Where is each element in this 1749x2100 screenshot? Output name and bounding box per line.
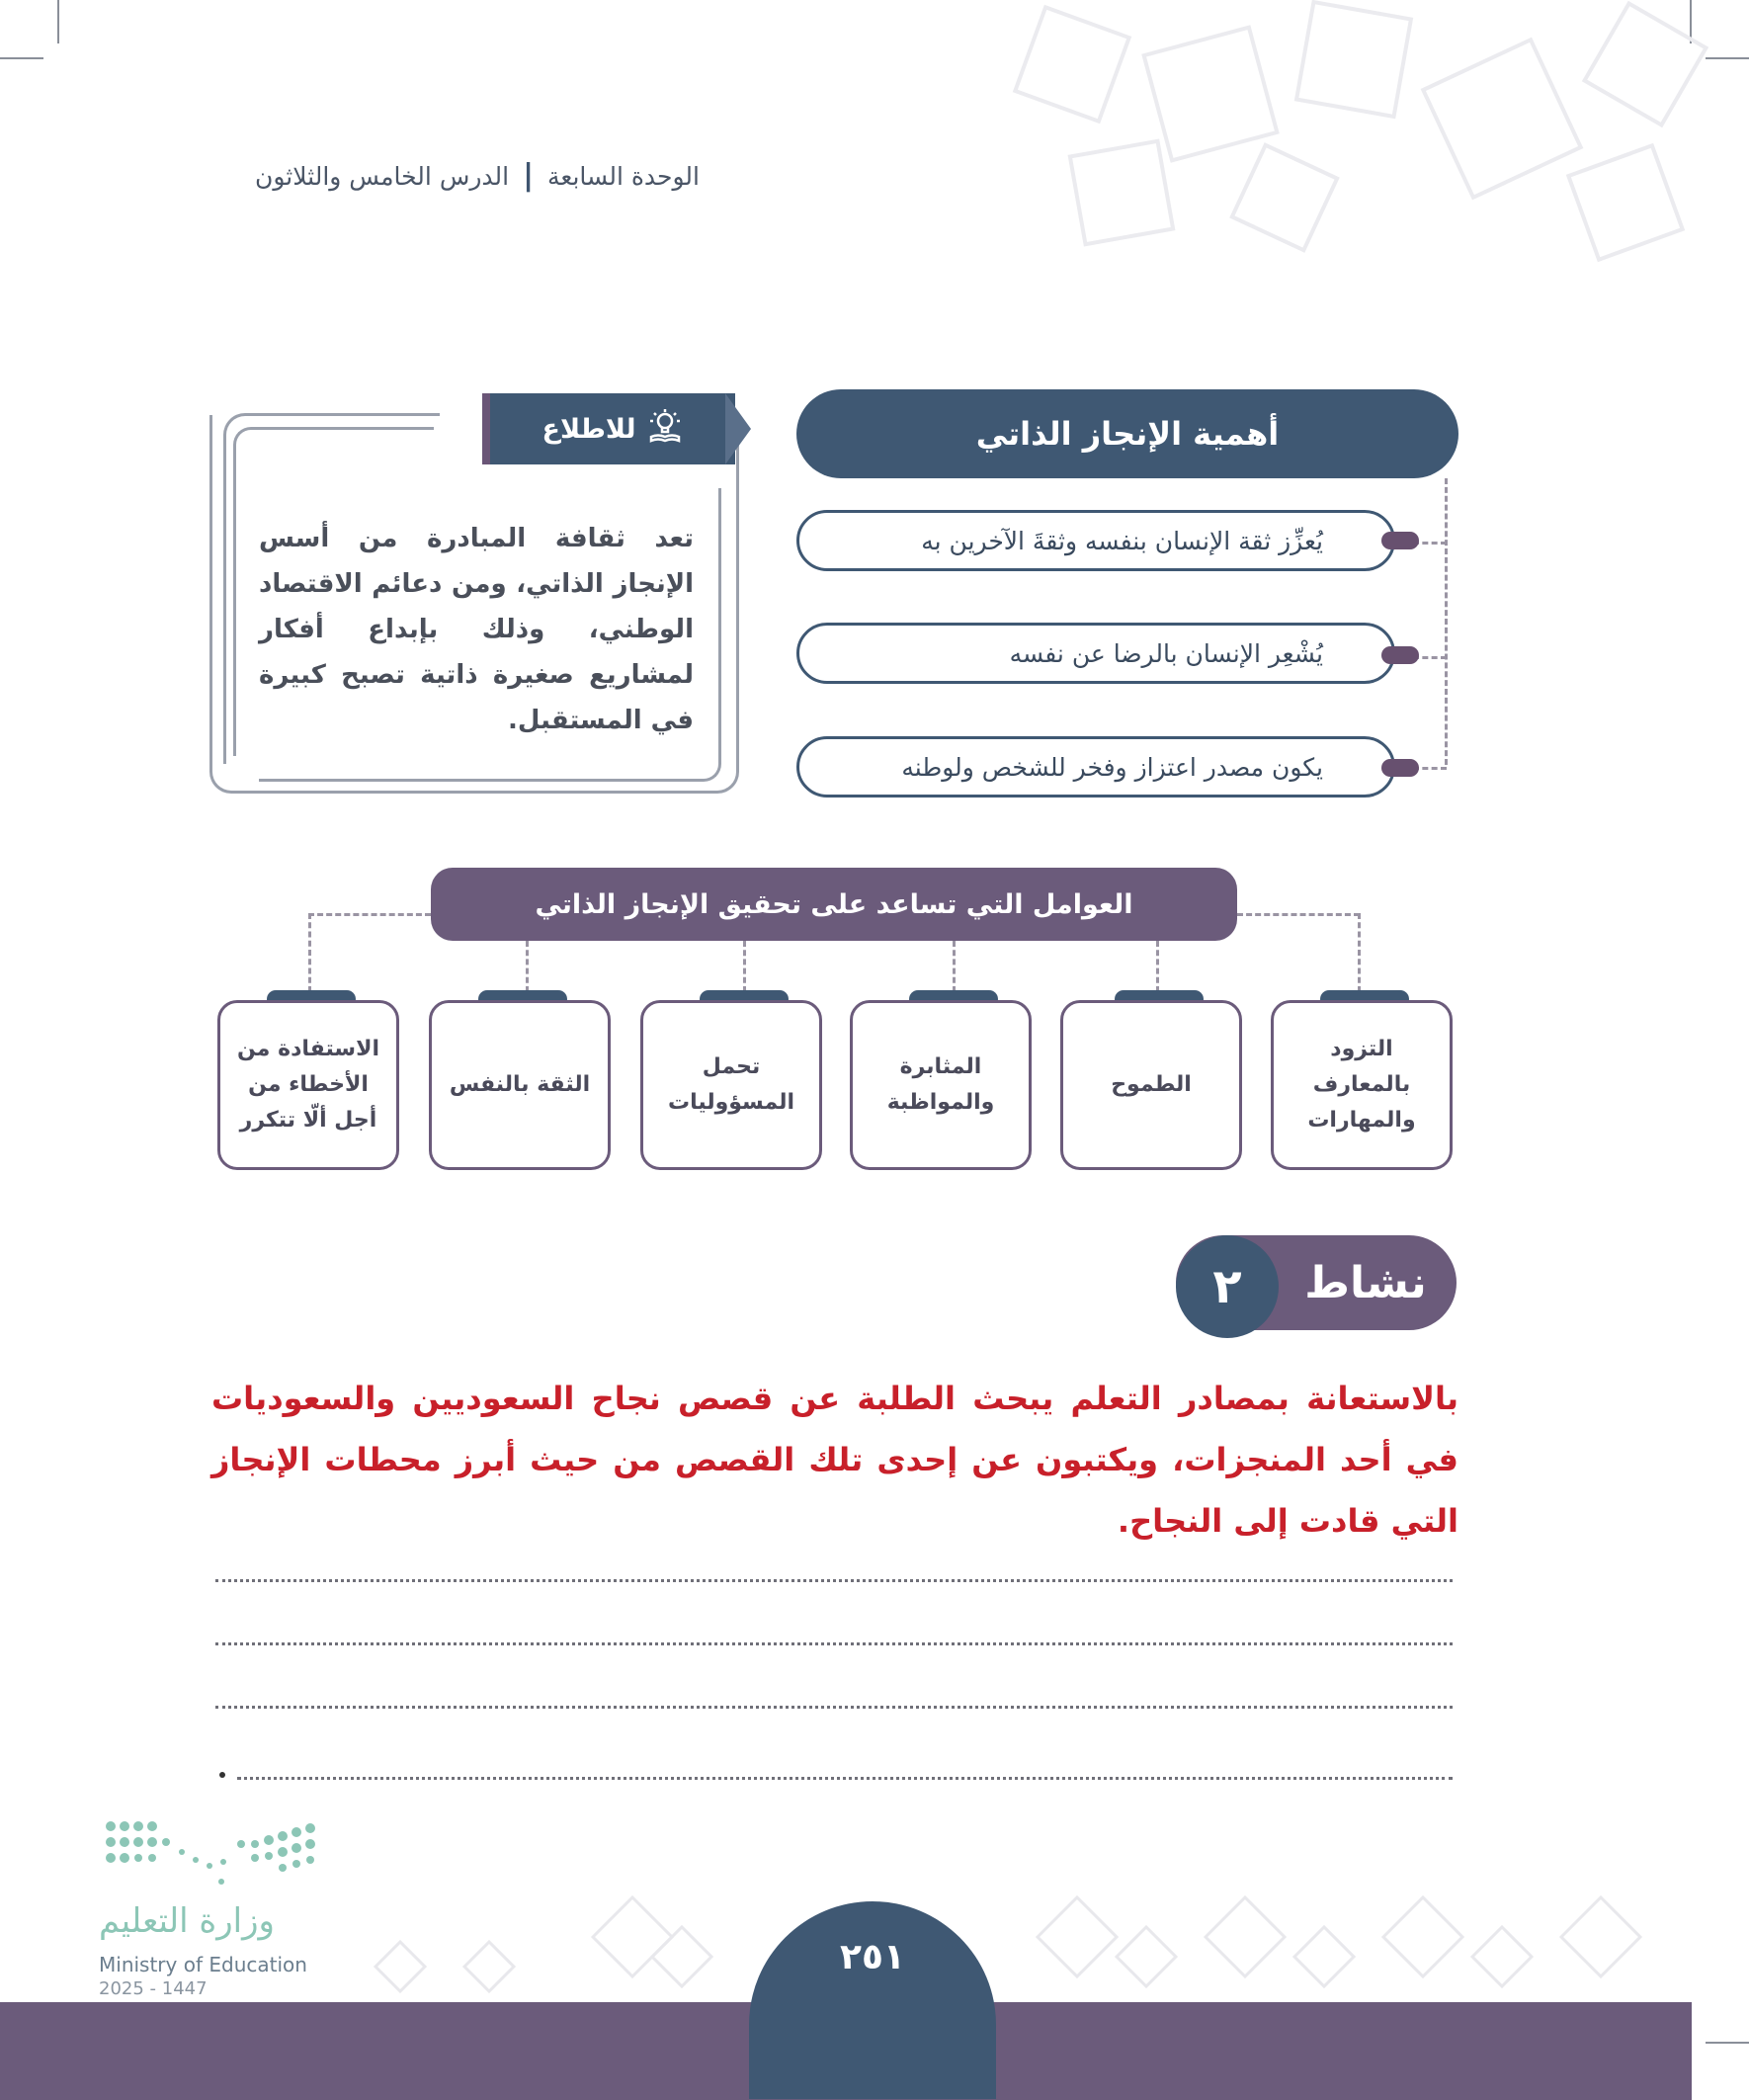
importance-item: يُعزِّز ثقة الإنسان بنفسه وثقةَ الآخرين به [796,510,1395,571]
factors-connector [1156,941,1159,992]
importance-item: يُشْعِر الإنسان بالرضا عن نفسه [796,623,1395,684]
answer-line[interactable] [215,1706,1453,1709]
activity-instructions: بالاستعانة بمصادر التعلم يبحث الطلبة عن قصص نجاح السعوديين والسعوديات في أحد المنجزات، ويكتبون عن إحدى تلك القصص من حيث أبرز محطات الإنجاز التي قادت إلى النجاح. [211,1380,1458,1540]
factors-connector [953,941,956,992]
ministry-name-arabic: وزارة التعليم [99,1901,275,1941]
factors-connector [1237,913,1360,916]
crop-mark [57,0,59,43]
factors-connector [1358,913,1361,992]
page-number: ٢٥١ [840,1937,905,1977]
info-tag [482,393,735,464]
importance-item: يكون مصدر اعتزاز وفخر للشخص ولوطنه [796,736,1395,798]
ministry-logo [103,1818,320,1897]
header-separator: | [523,158,535,193]
page-header [198,158,700,193]
factors-connector [308,913,311,992]
importance-connector [1445,478,1448,765]
answer-line[interactable] [215,1642,1453,1645]
info-tag-label: للاطلاع [541,413,636,445]
info-tag-arrow [725,393,751,464]
unit-label: الوحدة السابعة [546,162,700,191]
factors-title: العوامل التي تساعد على تحقيق الإنجاز الذاتي [431,868,1237,941]
background-pattern [988,0,1749,277]
activity-label: نشاط [1304,1257,1427,1308]
factor-box: الطموح [1060,1000,1242,1170]
factor-box: تحمل المسؤوليات [640,1000,822,1170]
crop-mark [1706,2042,1749,2044]
lightbulb-book-icon [646,407,684,452]
importance-title: أهمية الإنجاز الذاتي [796,389,1458,478]
activity-number: ٢ [1176,1235,1279,1338]
lesson-label: الدرس الخامس والثلاثون [255,162,510,191]
factor-box: المثابرة والمواظبة [850,1000,1032,1170]
factor-box: الاستفادة من الأخطاء من أجل ألّا تتكرر [217,1000,399,1170]
answer-end-dot [219,1772,225,1778]
ministry-name-english: Ministry of Education [99,1953,307,1976]
info-text: تعد ثقافة المبادرة من أسس الإنجاز الذاتي، ومن دعائم الاقتصاد الوطني، وذلك بإبداع أفكار لمشاريع صغيرة ذاتية تصبح كبيرة في المستقبل. [259,524,694,735]
crop-mark [0,57,43,59]
factors-connector [308,913,431,916]
factor-box: التزود بالمعارف والمهارات [1271,1000,1453,1170]
importance-item-knob [1381,646,1419,664]
answer-line[interactable] [237,1777,1453,1780]
factors-connector [526,941,529,992]
factors-connector [743,941,746,992]
importance-item-knob [1381,532,1419,549]
factor-box: الثقة بالنفس [429,1000,611,1170]
answer-line[interactable] [215,1579,1453,1582]
importance-item-knob [1381,759,1419,777]
ministry-year: 2025 - 1447 [99,1978,208,1999]
